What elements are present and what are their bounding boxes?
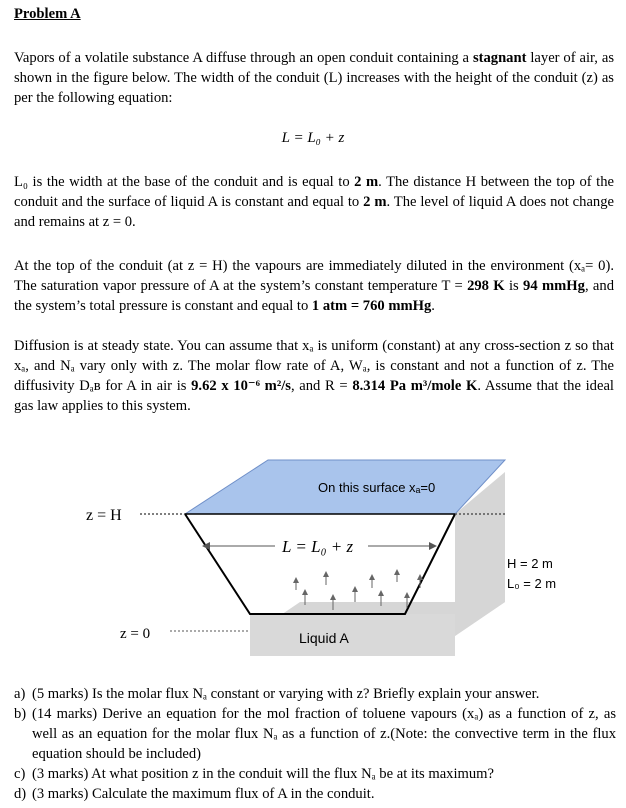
- conduit-outline: [185, 514, 455, 614]
- top-surface-label: On this surface xₐ=0: [318, 480, 436, 495]
- paragraph-base-width: L₀ is the width at the base of the conduit and is equal to 2 m. The distance H between the top of the conduit and the surface of liquid A is constant and equal to 2 m. The level of liquid A does not change and remains at z = 0.: [14, 174, 614, 230]
- question-b: b) (14 marks) Derive an equation for the mol fraction of toluene vapours (xₐ) as a function of z, as well as an equation for the molar flux Nₐ as a function of z.(Note: the convective term in the flux equation should be included): [14, 706, 616, 762]
- paragraph-assumptions: Diffusion is at steady state. You can assume that xₐ is uniform (constant) at any cross-section z so that xₐ, and Nₐ vary only with z. The molar flow rate of A, Wₐ, is constant and not a function of z. The diffusivity Dₐʙ for A in air is 9.62 x 10⁻⁶ m²/s, and R = 8.314 Pa m³/mole K. Assume that the ideal gas law applies to this system.: [14, 338, 614, 414]
- main-equation: L = L₀ + z: [281, 130, 345, 146]
- figure-equation: L = L₀ + z: [282, 537, 354, 556]
- question-c: c) (3 marks) At what position z in the conduit will the flux Nₐ be at its maximum?: [14, 766, 494, 782]
- liquid-label: Liquid A: [299, 630, 349, 646]
- z-top-label: z = H: [86, 507, 122, 524]
- paragraph-conditions: At the top of the conduit (at z = H) the vapours are immediately diluted in the environment (xₐ= 0). The saturation vapor pressure of A at the system’s constant temperature T = 298 K is 94 mmHg, and the system’s total pressure is constant and equal to 1 atm = 760 mmHg.: [14, 258, 614, 314]
- question-d: d) (3 marks) Calculate the maximum flux of A in the conduit.: [14, 786, 375, 802]
- problem-title: Problem A: [14, 6, 81, 22]
- question-a: a) (5 marks) Is the molar flux Nₐ constant or varying with z? Briefly explain your answer.: [14, 686, 540, 702]
- l0-value: L₀ = 2 m: [507, 576, 557, 591]
- h-value: H = 2 m: [507, 556, 553, 571]
- conduit-figure: [0, 440, 626, 670]
- liquid-pool: [250, 614, 455, 656]
- paragraph-intro: Vapors of a volatile substance A diffuse through an open conduit containing a stagnant layer of air, as shown in the figure below. The width of the conduit (L) increases with the height of the conduit (z) as per the following equation:: [14, 50, 614, 106]
- z-bottom-label: z = 0: [120, 626, 151, 642]
